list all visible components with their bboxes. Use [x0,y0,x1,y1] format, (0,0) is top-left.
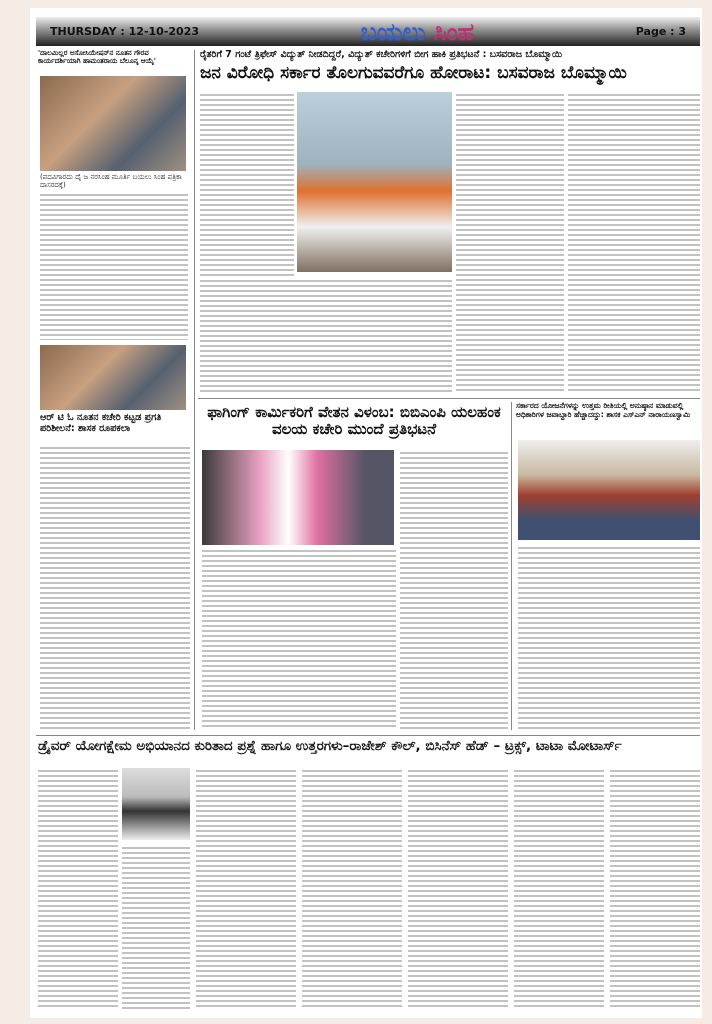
section-divider [36,735,700,736]
mla-headline: ಸರ್ಕಾರದ ಯೋಜನೆಗಳನ್ನು ಉತ್ತಮ ರೀತಿಯಲ್ಲಿ ಅನುಷ್ಠಾನ ಮಾಡುವಲ್ಲಿ ಅಧಿಕಾರಿಗಳ ಜವಾಬ್ದಾರಿ ಹೆಚ್ಚಾದದ್ದು: ಶಾಸಕ ಎಸ್‌ಎನ್ ನಾರಾಯಣಸ್ವಾಮಿ [516,401,691,419]
rto-photo [40,345,186,410]
tata-body-col6 [514,768,604,1010]
page-number: Page : 3 [635,25,686,38]
fogging-headline: ಫಾಗಿಂಗ್ ಕಾರ್ಮಿಕರಿಗೆ ವೇತನ ವಿಳಂಬ: ಬಿಬಿಎಂಪಿ ಯಲಹಂಕ ವಲಯ ಕಚೇರಿ ಮುಂದೆ ಪ್ರತಿಭಟನೆ [207,403,501,439]
fogging-body-right [400,450,508,730]
main-body-col1 [200,92,294,277]
felicitation-photo [40,76,186,171]
masthead-part1: ಬಯಲು [360,17,426,46]
tata-body-col7 [610,768,700,1010]
mla-article-body [518,545,700,730]
left-top-headline: 'ದಾಲಮಿಲ್ಲರ ಅಸೋಸಿಯೇಷನ್‌ನ ನೂತನ ಗೌರವ ಕಾರ್ಯದರ್ಶಿಯಾಗಿ ಹಾಮಂತರಾಯ ಬೆಲೂನ್ಕ ಆಯ್ಕೆ' [38,49,156,66]
tata-body-col3 [196,768,296,1010]
fogging-workers-photo [202,450,394,545]
tata-body-col5 [408,768,508,1010]
tata-headline: ಡ್ರೈವರ್ ಯೋಗಕ್ಷೇಮ ಅಭಿಯಾನದ ಕುರಿತಾದ ಪ್ರಶ್ನೆ ಹಾಗೂ ಉತ್ತರಗಳು–ರಾಜೇಶ್ ಕೌಲ್, ಬಿಸಿನೆಸ್ ಹೆಡ್ – ಟ್ರಕ್ಸ್, ಟಾಟಾ ಮೋಟಾರ್ಸ್ [38,739,622,754]
rajesh-kaul-photo [122,768,190,840]
main-body-col4 [568,92,700,394]
fogging-body-lower [202,548,396,730]
photo-caption: (ಪದವಿಗಾರದು ದೈ ಜ ನರಸಿಂಹ ಮೂರ್ತಿ ಬಯಲು ಸಿಂಹ ಪತ್ರಿಕಾ ದಾಸರದಕ್ಕೆ) [40,173,182,190]
left-article-body [40,192,188,340]
tata-body-col4 [302,768,402,1010]
column-divider [511,402,512,730]
main-body-col3 [456,92,564,394]
meeting-photo [518,440,700,540]
masthead-part2: ಸಿಂಹ [434,17,475,46]
page-header [36,17,700,46]
section-divider [198,398,700,399]
tata-body-col1 [38,768,118,1010]
column-divider [194,50,195,730]
rto-headline: ಆರ್ ಟಿ ಓ ನೂತನ ಕಚೇರಿ ಕಟ್ಟಡ ಪ್ರಗತಿ ಪರಿಶೀಲನೆ: ಶಾಸಕ ರೂಪಕಲಾ [40,412,162,434]
main-body-lower [200,278,452,394]
main-headline: ಜನ ವಿರೋಧಿ ಸರ್ಕಾರ ತೊಲಗುವವರೆಗೂ ಹೋರಾಟ: ಬಸವರಾಜ ಬೊಮ್ಮಾಯಿ [200,63,627,83]
main-kicker: ರೈತರಿಗೆ 7 ಗಂಟೆ ತ್ರಿಫೇಸ್ ವಿದ್ಯುತ್ ನೀಡದಿದ್ದರೆ, ವಿದ್ಯುತ್ ಕಚೇರಿಗಳಿಗೆ ಬೀಗ ಹಾಕಿ ಪ್ರತಿಭಟನೆ : ಬಸವರಾಜ ಬೊಮ್ಮಾಯಿ [200,49,563,60]
protest-rally-photo [297,92,452,272]
masthead [361,18,475,46]
rto-article-body [40,445,190,730]
tata-body-col2 [122,845,190,1010]
issue-date: THURSDAY : 12-10-2023 [50,25,200,38]
